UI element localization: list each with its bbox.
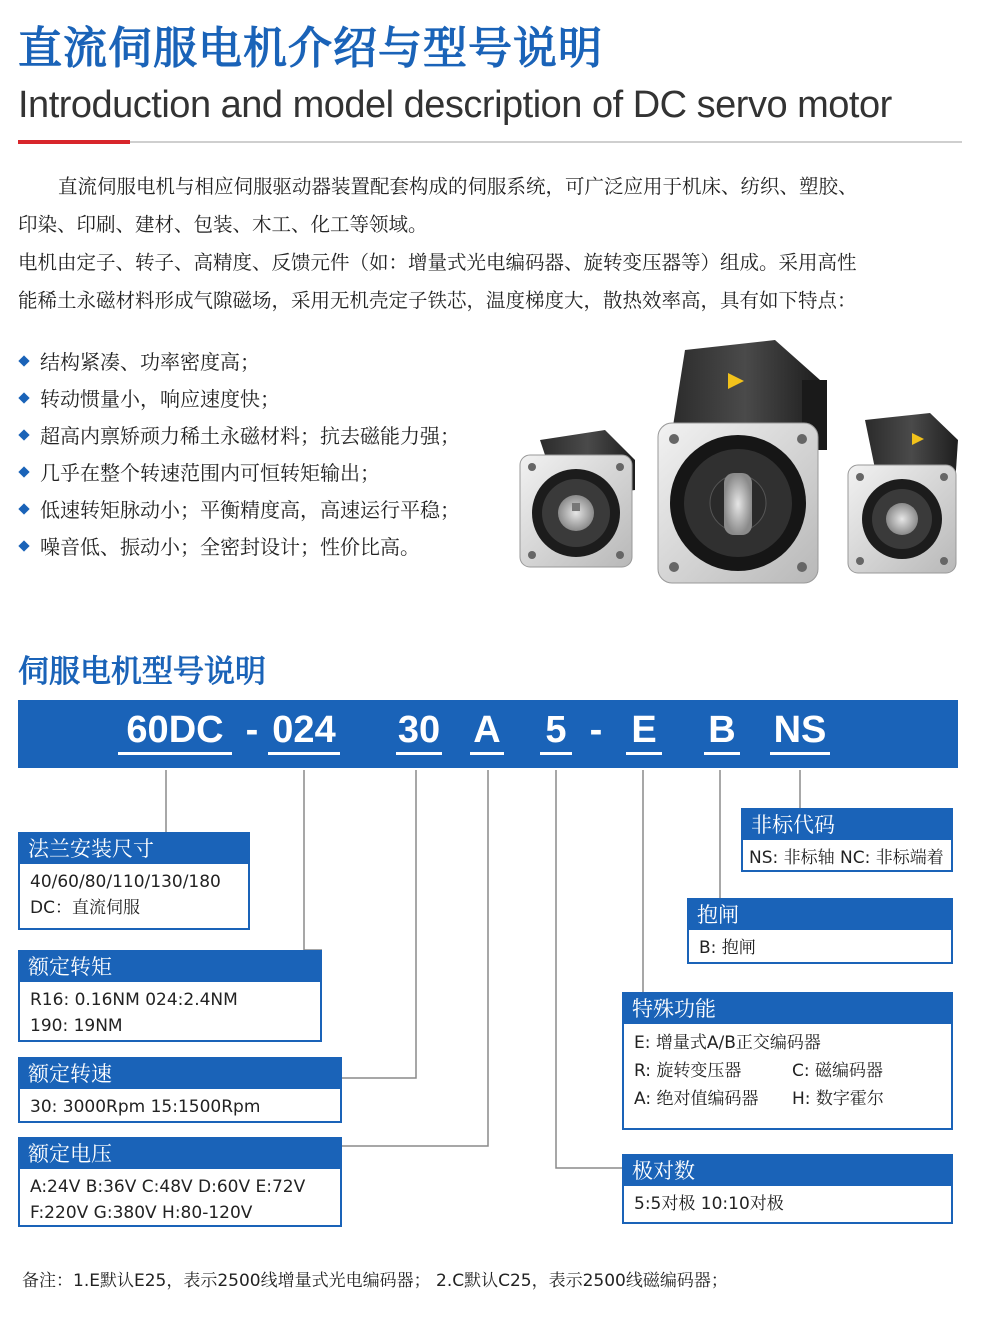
bullet-diamond-icon	[18, 429, 29, 440]
feature-text: 低速转矩脉动小；平衡精度高，高速运行平稳；	[40, 498, 460, 522]
bullet-diamond-icon	[18, 466, 29, 477]
feature-item	[20, 453, 520, 490]
box-title: 法兰安装尺寸	[20, 834, 248, 864]
box-rated-speed	[18, 1057, 342, 1123]
code-torque: 024	[268, 708, 340, 755]
feature-item	[20, 527, 520, 564]
box-title: 额定电压	[20, 1139, 340, 1169]
box-line: E: 增量式A/B正交编码器	[634, 1033, 821, 1053]
intro-line: 电机由定子、转子、高精度、反馈元件（如：增量式光电编码器、旋转变压器等）组成。采用高性	[18, 251, 857, 274]
code-speed: 30	[396, 708, 442, 755]
leader-poles	[556, 770, 622, 1168]
box-line: 5:5对极 10:10对极	[634, 1194, 784, 1214]
code-voltage: A	[470, 708, 504, 755]
servo-motor-photo	[510, 325, 970, 585]
code-dash: -	[589, 709, 603, 751]
box-line: F:220V G:380V H:80-120V	[30, 1203, 253, 1223]
box-flange-size	[18, 832, 250, 930]
box-line: H: 数字霍尔	[792, 1089, 884, 1109]
bullet-diamond-icon	[18, 392, 29, 403]
title-accent-bar	[18, 140, 130, 144]
code-flange: 60DC	[118, 708, 232, 755]
code-brake: B	[704, 708, 740, 755]
box-line: A: 绝对值编码器	[634, 1089, 759, 1109]
motor-small-right	[848, 413, 958, 573]
feature-text: 几乎在整个转速范围内可恒转矩输出；	[40, 461, 380, 485]
page-title-en: Introduction and model description of DC servo motor	[18, 84, 892, 126]
bullet-diamond-icon	[18, 540, 29, 551]
box-line: 190: 19NM	[30, 1016, 123, 1036]
box-line: A:24V B:36V C:48V D:60V E:72V	[30, 1177, 306, 1197]
box-line: R16: 0.16NM 024:2.4NM	[30, 990, 238, 1010]
box-brake	[687, 898, 953, 964]
box-line: B: 抱闸	[699, 938, 756, 958]
box-title: 额定转矩	[20, 952, 320, 982]
code-nonstd: NS	[770, 708, 830, 755]
bullet-diamond-icon	[18, 503, 29, 514]
box-row	[634, 1057, 941, 1085]
box-line: C: 磁编码器	[792, 1061, 884, 1081]
feature-list	[20, 342, 520, 564]
code-dash: -	[245, 709, 259, 751]
leader-voltage	[342, 770, 488, 1146]
feature-text: 超高内禀矫顽力稀土永磁材料；抗去磁能力强；	[40, 424, 460, 448]
bullet-diamond-icon	[18, 355, 29, 366]
intro-line: 能稀土永磁材料形成气隙磁场，采用无机壳定子铁芯，温度梯度大，散热效率高，具有如下特点：	[18, 289, 857, 312]
feature-item	[20, 342, 520, 379]
box-rated-voltage	[18, 1137, 342, 1227]
code-feature: E	[626, 708, 662, 755]
intro-line: 直流伺服电机与相应伺服驱动器装置配套构成的伺服系统，可广泛应用于机床、纺织、塑胶、	[58, 175, 858, 198]
feature-text: 转动惯量小，响应速度快；	[40, 387, 280, 411]
intro-text	[18, 168, 962, 320]
box-line: DC：直流伺服	[30, 898, 140, 918]
box-row	[634, 1085, 941, 1113]
page-title-cn: 直流伺服电机介绍与型号说明	[18, 23, 603, 74]
feature-item	[20, 379, 520, 416]
model-code-bar	[18, 700, 958, 768]
code-poles: 5	[540, 708, 572, 755]
feature-item	[20, 416, 520, 453]
footnote: 备注：1.E默认E25，表示2500线增量式光电编码器； 2.C默认C25，表示2500线磁编码器；	[22, 1271, 728, 1291]
leader-speed	[342, 770, 416, 1078]
box-line: 40/60/80/110/130/180	[30, 872, 221, 892]
leader-torque	[304, 770, 322, 950]
motor-small-left	[520, 430, 635, 567]
box-line: 30: 3000Rpm 15:1500Rpm	[30, 1097, 261, 1117]
box-title: 抱闸	[689, 900, 951, 930]
motor-large-center	[658, 340, 827, 583]
box-pole-pairs	[622, 1154, 953, 1224]
intro-line: 印染、印刷、建材、包装、木工、化工等领域。	[18, 213, 428, 236]
box-line: R: 旋转变压器	[634, 1061, 742, 1081]
model-section-title: 伺服电机型号说明	[18, 654, 266, 690]
box-title: 特殊功能	[624, 994, 951, 1024]
box-title: 额定转速	[20, 1059, 340, 1089]
feature-item	[20, 490, 520, 527]
box-special-function	[622, 992, 953, 1130]
box-title: 非标代码	[743, 810, 951, 840]
title-divider	[18, 141, 962, 143]
box-title: 极对数	[624, 1156, 951, 1186]
box-rated-torque	[18, 950, 322, 1042]
box-line: NS: 非标轴 NC: 非标端着	[749, 848, 944, 868]
feature-text: 结构紧凑、功率密度高；	[40, 350, 260, 374]
feature-text: 噪音低、振动小；全密封设计；性价比高。	[40, 535, 420, 559]
box-nonstandard-code	[741, 808, 953, 872]
